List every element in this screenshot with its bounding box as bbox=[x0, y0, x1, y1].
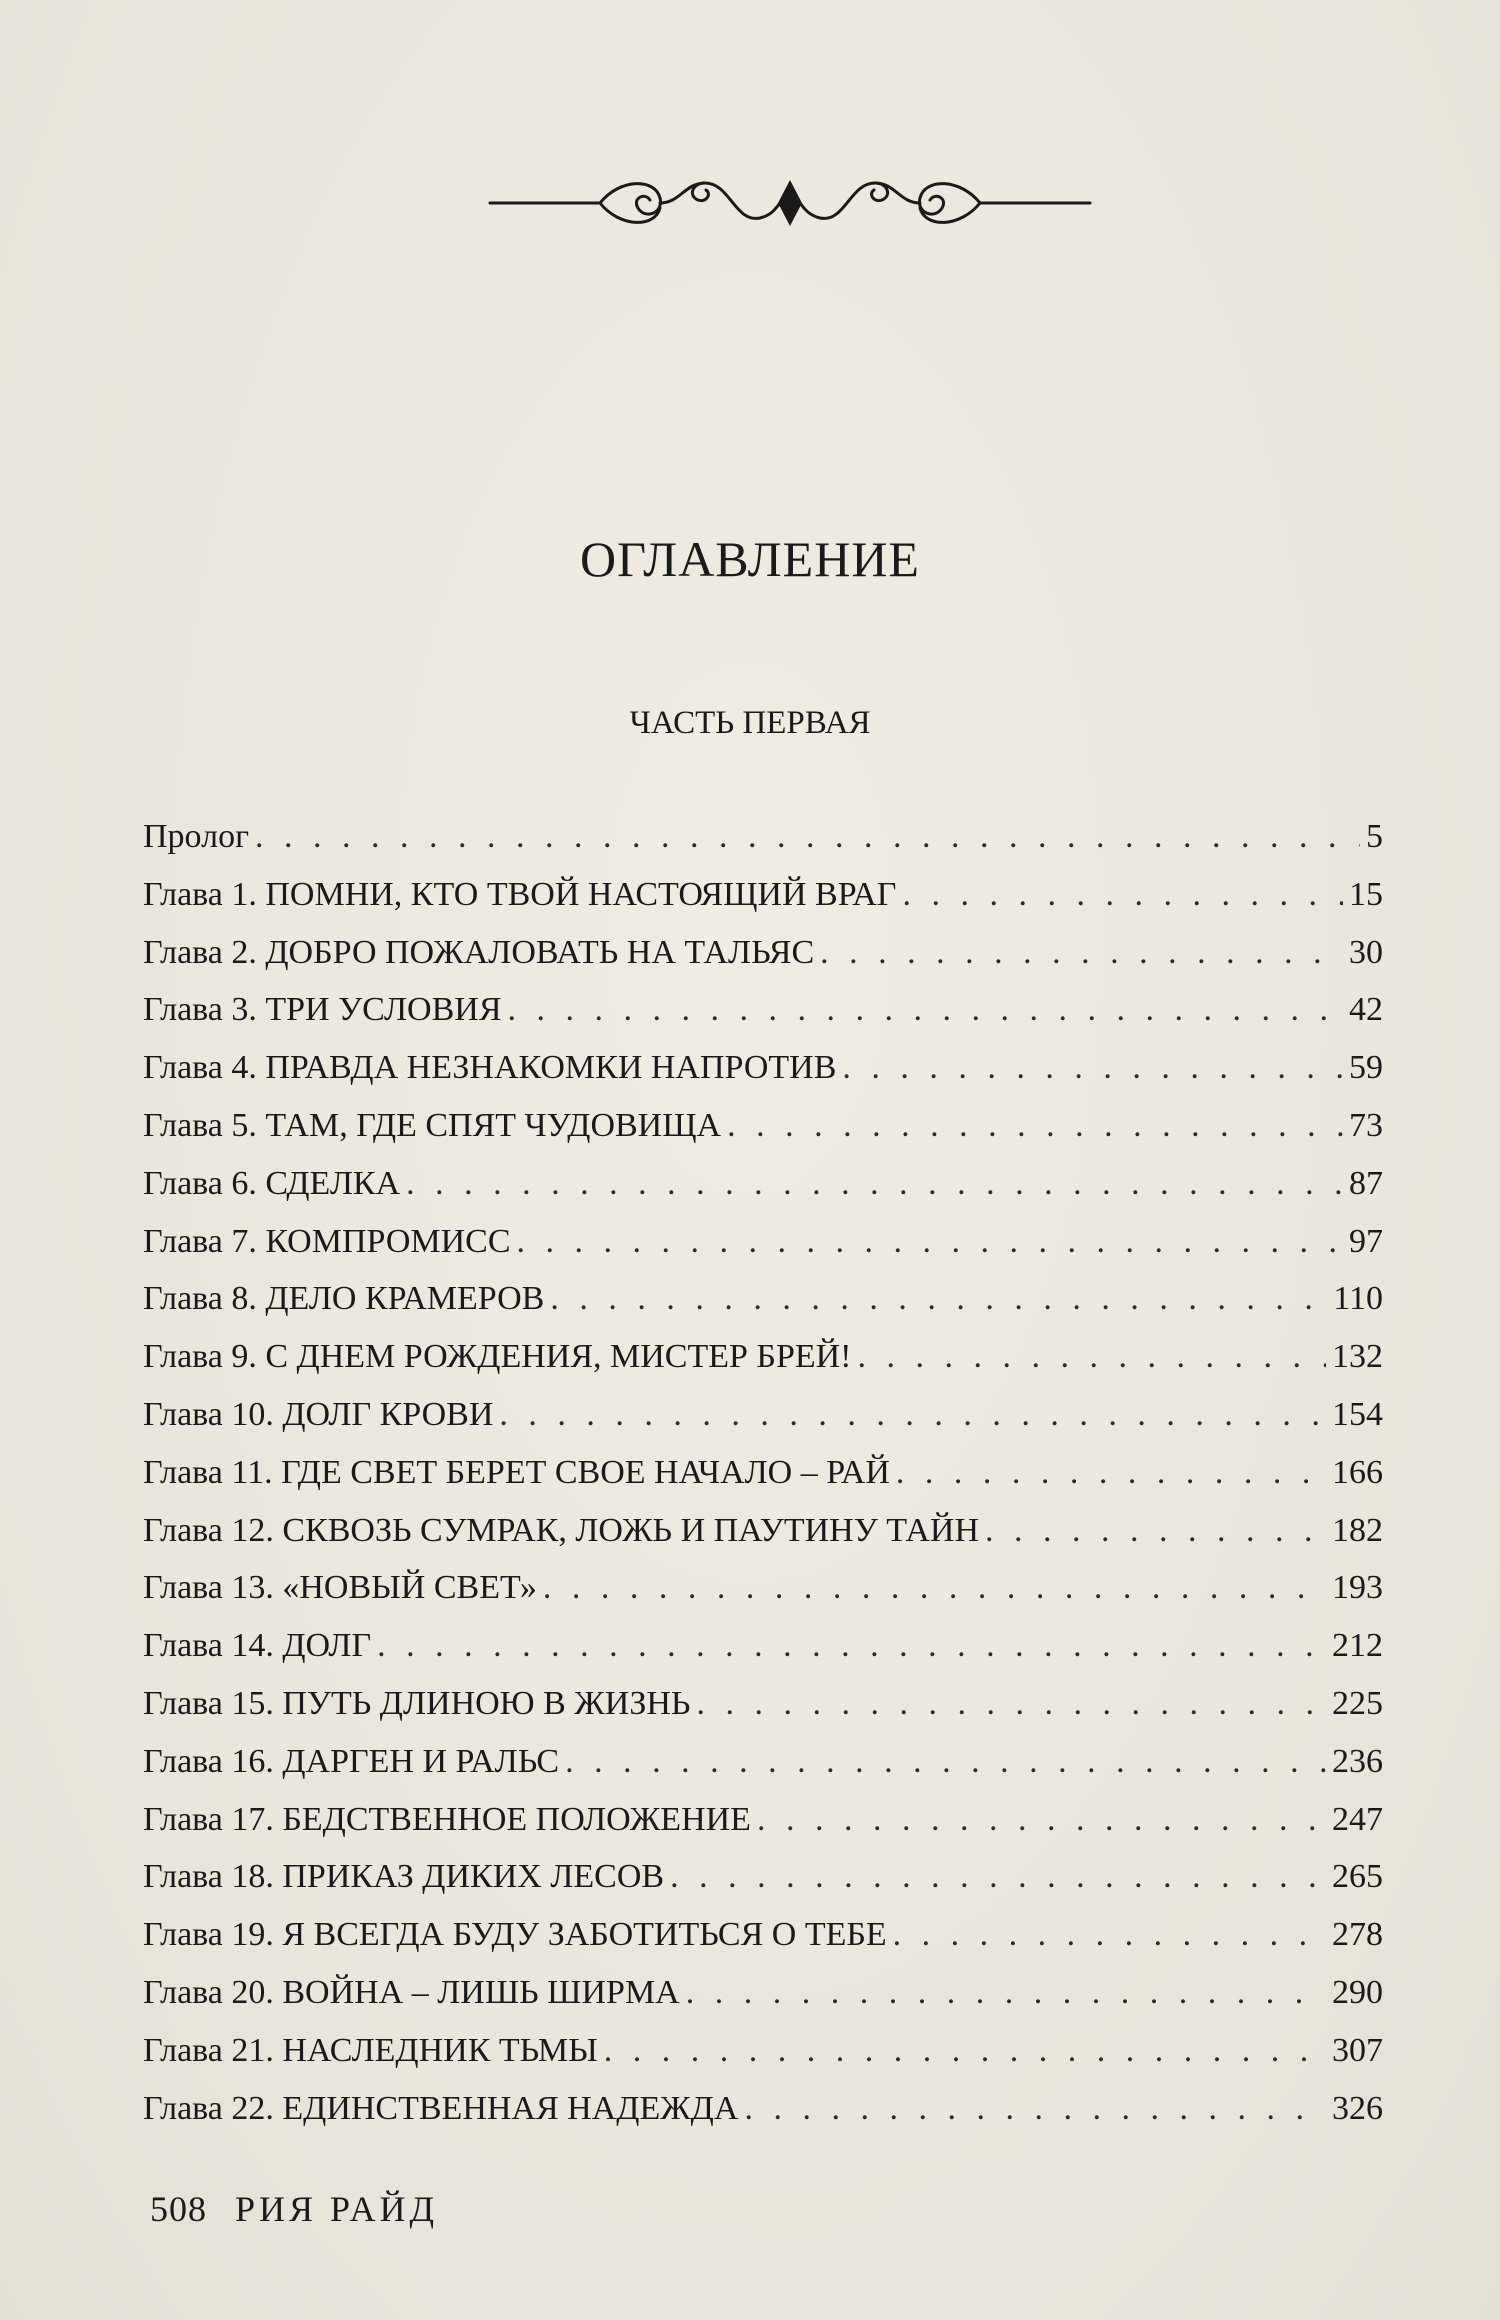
toc-leader-dots bbox=[757, 1801, 1326, 1839]
toc-entry[interactable] bbox=[143, 1280, 1383, 1338]
toc-entry[interactable] bbox=[143, 818, 1383, 876]
toc-entry[interactable] bbox=[143, 1512, 1383, 1570]
table-of-contents bbox=[143, 818, 1383, 2147]
toc-entry-page: 5 bbox=[1366, 818, 1383, 855]
toc-entry[interactable] bbox=[143, 1338, 1383, 1396]
page-footer bbox=[150, 2188, 438, 2230]
toc-entry-title: Глава 4. ПРАВДА НЕЗНАКОМКИ НАПРОТИВ bbox=[143, 1049, 837, 1087]
toc-entry-page: 193 bbox=[1332, 1569, 1383, 1607]
toc-leader-dots bbox=[517, 1223, 1343, 1261]
toc-leader-dots bbox=[508, 991, 1343, 1029]
toc-entry-title: Глава 11. ГДЕ СВЕТ БЕРЕТ СВОЕ НАЧАЛО – РАЙ bbox=[143, 1453, 890, 1491]
toc-entry-page: 132 bbox=[1332, 1338, 1383, 1376]
toc-entry-title: Глава 10. ДОЛГ КРОВИ bbox=[143, 1395, 494, 1433]
toc-entry[interactable] bbox=[143, 1685, 1383, 1743]
toc-entry-title: Глава 15. ПУТЬ ДЛИНОЮ В ЖИЗНЬ bbox=[143, 1684, 691, 1722]
toc-entry[interactable] bbox=[143, 1049, 1383, 1107]
toc-leader-dots bbox=[406, 1165, 1343, 1203]
toc-entry-page: 15 bbox=[1349, 875, 1383, 913]
toc-entry-title: Глава 20. ВОЙНА – ЛИШЬ ШИРМА bbox=[143, 1973, 680, 2011]
toc-leader-dots bbox=[686, 1974, 1326, 2012]
toc-entry-title: Глава 6. СДЕЛКА bbox=[143, 1164, 401, 1202]
toc-entry[interactable] bbox=[143, 1916, 1383, 1974]
toc-leader-dots bbox=[896, 1454, 1326, 1492]
toc-entry[interactable] bbox=[143, 876, 1383, 934]
toc-entry-page: 326 bbox=[1332, 2089, 1383, 2127]
toc-entry[interactable] bbox=[143, 1569, 1383, 1627]
toc-entry[interactable] bbox=[143, 1743, 1383, 1801]
toc-entry[interactable] bbox=[143, 991, 1383, 1049]
toc-entry-title: Глава 13. «НОВЫЙ СВЕТ» bbox=[143, 1569, 537, 1607]
toc-entry-page: 110 bbox=[1333, 1280, 1383, 1318]
toc-entry-page: 182 bbox=[1332, 1511, 1383, 1549]
flourish-ornament-icon bbox=[480, 158, 1100, 248]
toc-entry[interactable] bbox=[143, 2032, 1383, 2090]
toc-entry-title: Глава 19. Я ВСЕГДА БУДУ ЗАБОТИТЬСЯ О ТЕБЕ bbox=[143, 1916, 887, 1954]
toc-entry-page: 290 bbox=[1332, 1973, 1383, 2011]
toc-entry-title: Глава 17. БЕДСТВЕННОЕ ПОЛОЖЕНИЕ bbox=[143, 1800, 751, 1838]
toc-leader-dots bbox=[543, 1569, 1326, 1607]
toc-entry-page: 42 bbox=[1349, 991, 1383, 1029]
toc-entry-page: 247 bbox=[1332, 1800, 1383, 1838]
toc-entry-page: 307 bbox=[1332, 2031, 1383, 2069]
toc-entry-title: Глава 8. ДЕЛО КРАМЕРОВ bbox=[143, 1280, 545, 1318]
toc-entry[interactable] bbox=[143, 1107, 1383, 1165]
toc-entry-page: 278 bbox=[1332, 1916, 1383, 1954]
toc-entry-page: 166 bbox=[1332, 1453, 1383, 1491]
toc-entry[interactable] bbox=[143, 1858, 1383, 1916]
toc-entry[interactable] bbox=[143, 1165, 1383, 1223]
toc-entry-title: Глава 14. ДОЛГ bbox=[143, 1627, 372, 1665]
toc-entry[interactable] bbox=[143, 934, 1383, 992]
toc-entry-page: 97 bbox=[1349, 1222, 1383, 1260]
toc-leader-dots bbox=[550, 1280, 1327, 1318]
toc-leader-dots bbox=[377, 1627, 1326, 1665]
toc-entry-page: 154 bbox=[1332, 1395, 1383, 1433]
toc-entry-title: Глава 16. ДАРГЕН И РАЛЬС bbox=[143, 1742, 560, 1780]
toc-leader-dots bbox=[255, 818, 1360, 856]
toc-entry-title: Глава 21. НАСЛЕДНИК ТЬМЫ bbox=[143, 2031, 598, 2069]
toc-entry-page: 59 bbox=[1349, 1049, 1383, 1087]
toc-entry-title: Глава 7. КОМПРОМИСС bbox=[143, 1222, 511, 1260]
toc-entry-title: Глава 18. ПРИКАЗ ДИКИХ ЛЕСОВ bbox=[143, 1858, 665, 1896]
toc-entry-page: 30 bbox=[1349, 933, 1383, 971]
toc-entry[interactable] bbox=[143, 1454, 1383, 1512]
toc-leader-dots bbox=[893, 1916, 1326, 1954]
toc-entry-title: Глава 9. С ДНЕМ РОЖДЕНИЯ, МИСТЕР БРЕЙ! bbox=[143, 1338, 852, 1376]
toc-entry-page: 265 bbox=[1332, 1858, 1383, 1896]
toc-entry-page: 225 bbox=[1332, 1684, 1383, 1722]
toc-leader-dots bbox=[902, 876, 1343, 914]
toc-entry-title: Глава 12. СКВОЗЬ СУМРАК, ЛОЖЬ И ПАУТИНУ ТАЙН bbox=[143, 1511, 980, 1549]
toc-entry[interactable] bbox=[143, 1396, 1383, 1454]
toc-entry-title: Пролог bbox=[143, 818, 250, 855]
toc-entry-title: Глава 2. ДОБРО ПОЖАЛОВАТЬ НА ТАЛЬЯС bbox=[143, 933, 815, 971]
author-name: РИЯ РАЙД bbox=[235, 2189, 438, 2229]
toc-entry-title: Глава 3. ТРИ УСЛОВИЯ bbox=[143, 991, 502, 1029]
toc-entry-page: 236 bbox=[1332, 1742, 1383, 1780]
toc-leader-dots bbox=[604, 2032, 1326, 2070]
toc-leader-dots bbox=[744, 2090, 1326, 2128]
toc-leader-dots bbox=[820, 934, 1343, 972]
toc-leader-dots bbox=[858, 1338, 1326, 1376]
toc-entry[interactable] bbox=[143, 1801, 1383, 1859]
toc-entry[interactable] bbox=[143, 1627, 1383, 1685]
page-number: 508 bbox=[150, 2189, 207, 2229]
toc-entry-title: Глава 5. ТАМ, ГДЕ СПЯТ ЧУДОВИЩА bbox=[143, 1106, 722, 1144]
toc-leader-dots bbox=[842, 1049, 1343, 1087]
toc-entry-page: 212 bbox=[1332, 1627, 1383, 1665]
toc-leader-dots bbox=[565, 1743, 1326, 1781]
toc-entry[interactable] bbox=[143, 1223, 1383, 1281]
toc-entry[interactable] bbox=[143, 2090, 1383, 2148]
toc-entry-page: 73 bbox=[1349, 1106, 1383, 1144]
toc-entry-title: Глава 22. ЕДИНСТВЕННАЯ НАДЕЖДА bbox=[143, 2089, 739, 2127]
page-title: ОГЛАВЛЕНИЕ bbox=[580, 531, 920, 587]
part-heading: ЧАСТЬ ПЕРВАЯ bbox=[629, 705, 871, 741]
toc-entry[interactable] bbox=[143, 1974, 1383, 2032]
toc-leader-dots bbox=[696, 1685, 1326, 1723]
toc-leader-dots bbox=[727, 1107, 1343, 1145]
toc-entry-title: Глава 1. ПОМНИ, КТО ТВОЙ НАСТОЯЩИЙ ВРАГ bbox=[143, 875, 897, 913]
toc-entry-page: 87 bbox=[1349, 1164, 1383, 1202]
toc-leader-dots bbox=[670, 1858, 1326, 1896]
toc-leader-dots bbox=[499, 1396, 1326, 1434]
toc-leader-dots bbox=[985, 1512, 1326, 1550]
